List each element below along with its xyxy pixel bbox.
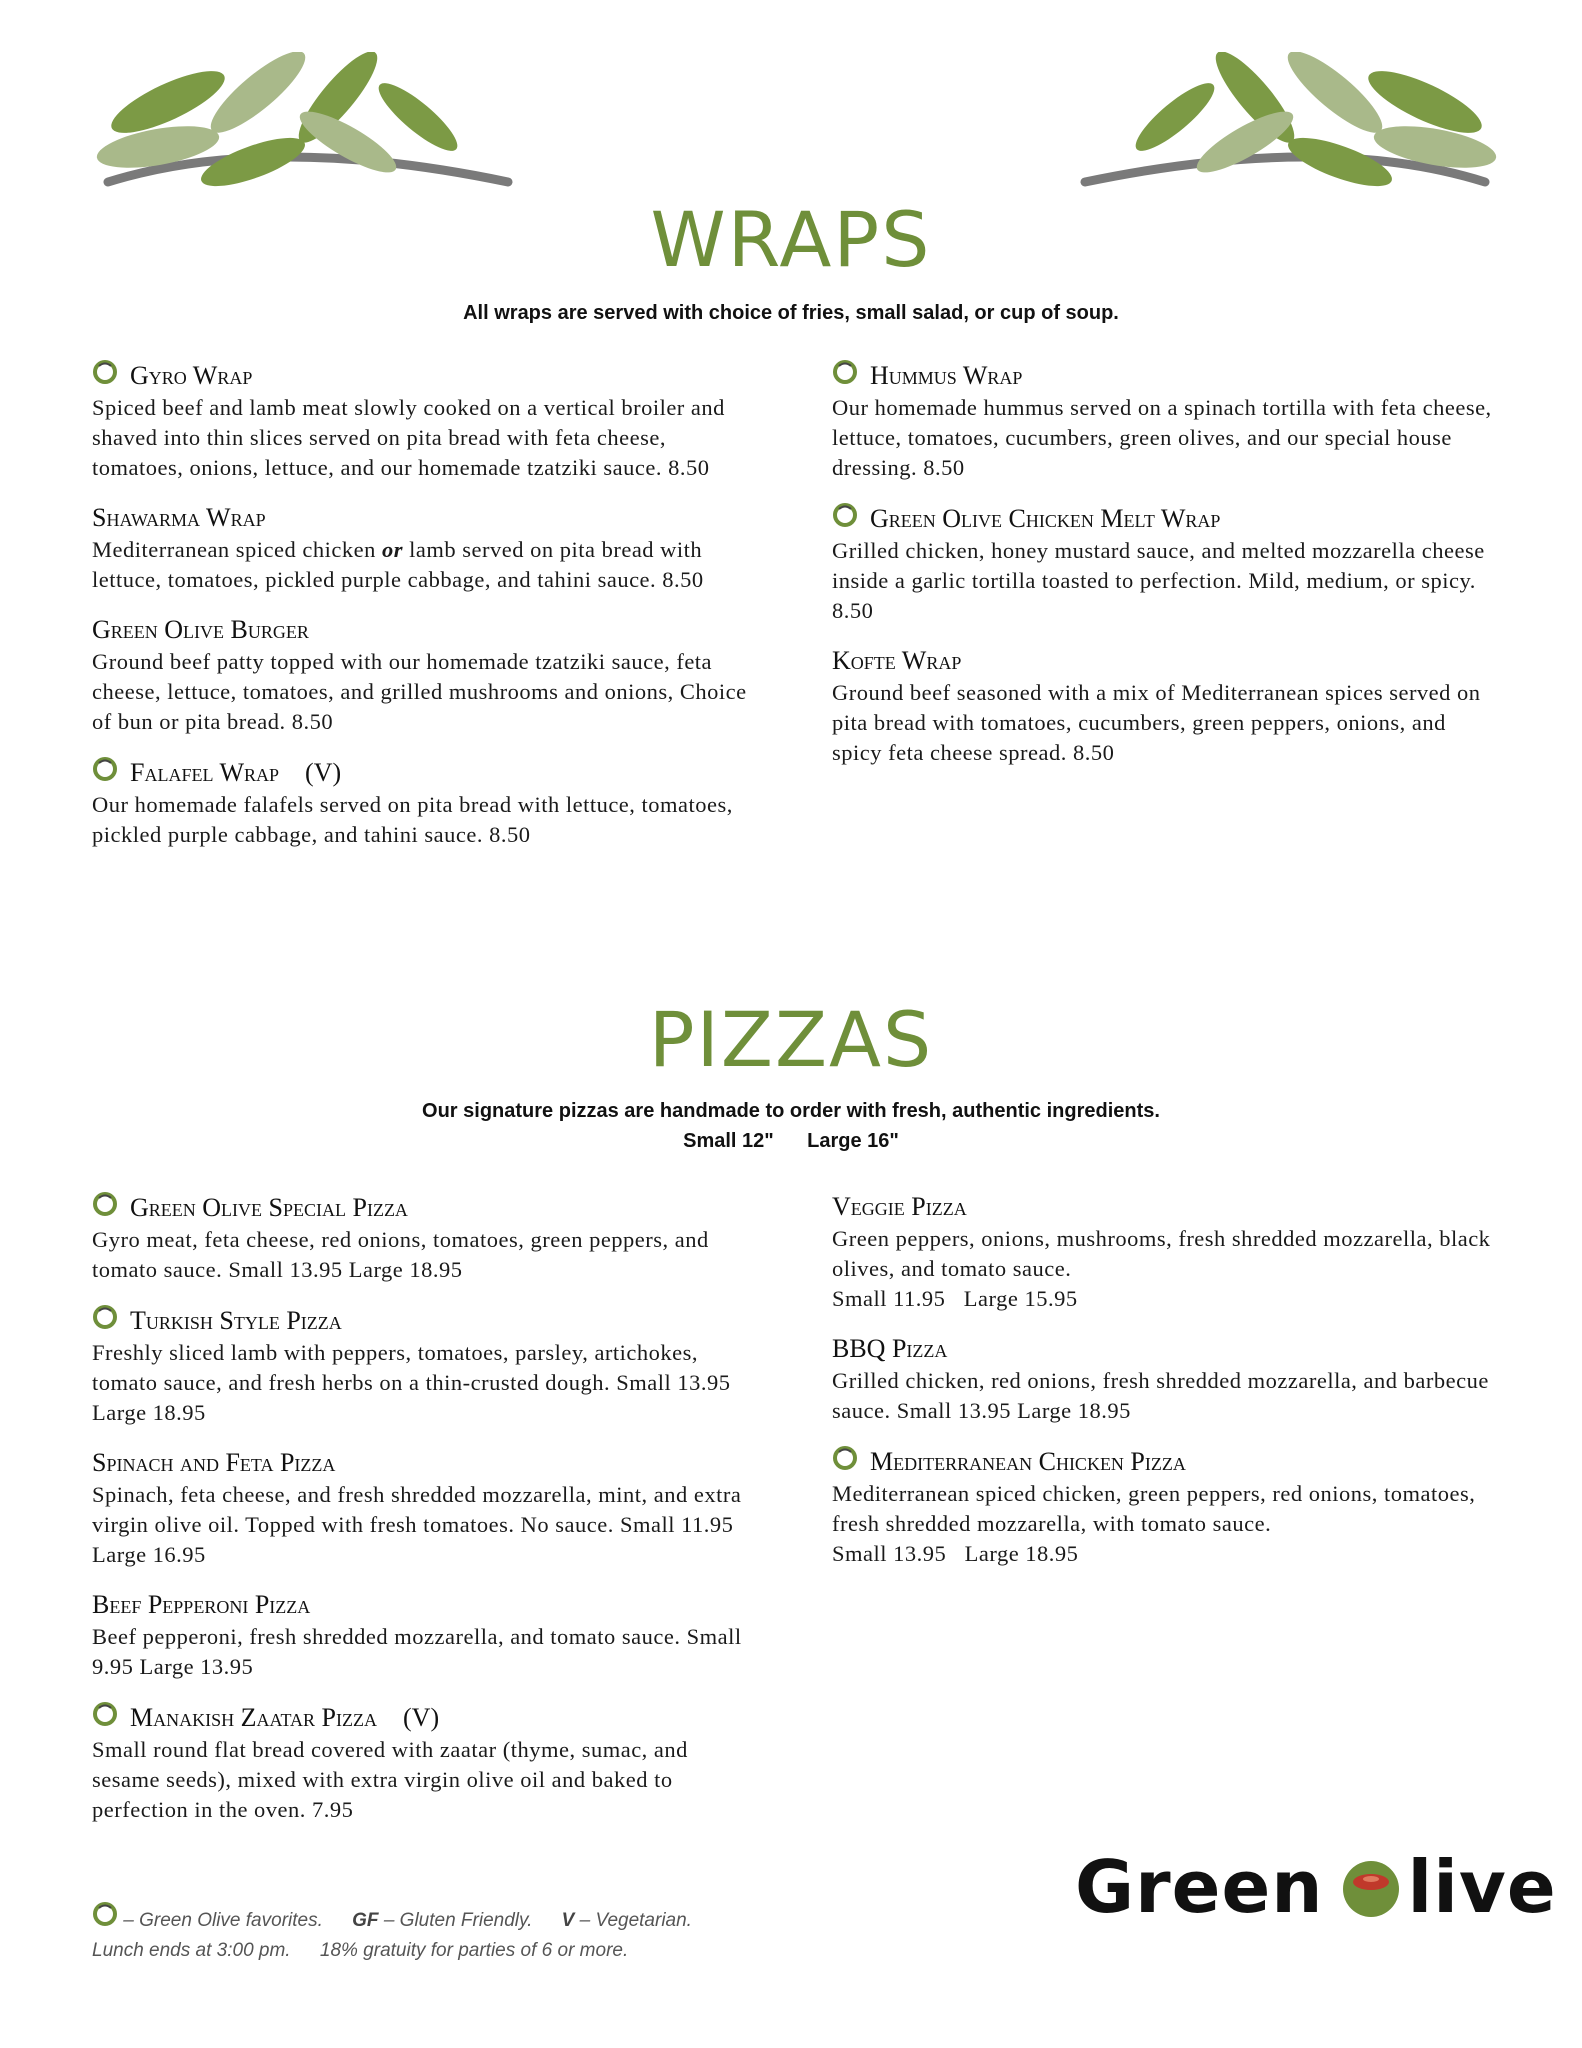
- pizza-sizes: Small 12" Large 16": [683, 1130, 899, 1152]
- item-name: Gyro Wrap: [130, 360, 253, 390]
- green-olive-logo: [1075, 1845, 1557, 1929]
- olive-favorite-icon: [92, 1190, 118, 1225]
- item-description: Spiced beef and lamb meat slowly cooked on a vertical broiler and shaved into thin slices served on pita bread with feta cheese, tomatoes, onions, lettuce, and our homemade tzatziki sauce. 8.50: [92, 395, 725, 480]
- logo-text-live: live: [1407, 1845, 1557, 1929]
- legend-gf: – Gluten Friendly.: [383, 1910, 533, 1931]
- menu-item-bbq-pizza: [832, 1332, 1492, 1426]
- olive-logo-icon: [1336, 1852, 1406, 1922]
- logo-text-green: Green: [1075, 1845, 1324, 1929]
- menu-item-chicken-melt-wrap: [832, 501, 1492, 626]
- item-description: Small round flat bread covered with zaatar (thyme, sumac, and sesame seeds), mixed with extra virgin olive oil and baked to perfection in the oven. 7.95: [92, 1737, 688, 1822]
- olive-favorite-icon: [832, 358, 858, 393]
- item-name: Mediterranean Chicken Pizza: [870, 1446, 1186, 1476]
- item-description: Spinach, feta cheese, and fresh shredded mozzarella, mint, and extra virgin olive oil. Topped with fresh tomatoes. No sauce. Small 11.95 Large 16.95: [92, 1482, 742, 1567]
- item-name: Green Olive Special Pizza: [130, 1192, 408, 1222]
- olive-favorite-icon: [92, 1303, 118, 1338]
- item-description: Mediterranean spiced chicken, green peppers, red onions, tomatoes, fresh shredded mozzarella, with tomato sauce.: [832, 1481, 1476, 1536]
- lunch-hours-note: Lunch ends at 3:00 pm.: [92, 1940, 291, 1961]
- item-description: Gyro meat, feta cheese, red onions, tomatoes, green peppers, and tomato sauce. Small 13.95 Large 18.95: [92, 1227, 709, 1282]
- item-name: Green Olive Chicken Melt Wrap: [870, 503, 1221, 533]
- menu-item-beef-pepperoni-pizza: [92, 1588, 752, 1682]
- wraps-subtitle: All wraps are served with choice of fries, small salad, or cup of soup.: [463, 302, 1119, 324]
- item-name: Veggie Pizza: [832, 1192, 967, 1221]
- menu-item-green-olive-burger: [92, 613, 752, 737]
- menu-item-shawarma-wrap: [92, 501, 752, 595]
- legend-v: – Vegetarian.: [579, 1910, 692, 1931]
- item-name: Falafel Wrap: [130, 757, 280, 787]
- legend-gf-key: GF: [352, 1910, 379, 1931]
- item-description: Grilled chicken, red onions, fresh shredded mozzarella, and barbecue sauce. Small 13.95 Large 18.95: [832, 1368, 1489, 1423]
- item-price: Small 11.95 Large 15.95: [832, 1286, 1078, 1311]
- pizzas-left-column: [92, 1190, 752, 1843]
- item-description: Ground beef patty topped with our homemade tzatziki sauce, feta cheese, lettuce, tomatoes, and grilled mushrooms and onions, Choice of bun or pita bread. 8.50: [92, 649, 747, 734]
- olive-favorite-icon: [92, 1700, 118, 1735]
- menu-item-mediterranean-chicken-pizza: [832, 1444, 1492, 1569]
- item-name: Green Olive Burger: [92, 615, 309, 644]
- item-name: Shawarma Wrap: [92, 503, 266, 532]
- menu-item-manakish-zaatar-pizza: [92, 1700, 752, 1825]
- menu-legend: [92, 1900, 692, 1966]
- menu-item-hummus-wrap: [832, 358, 1492, 483]
- item-description: Our homemade falafels served on pita bread with lettuce, tomatoes, pickled purple cabbage, and tahini sauce. 8.50: [92, 792, 733, 847]
- menu-item-spinach-feta-pizza: [92, 1446, 752, 1570]
- olive-branch-left-icon: [88, 52, 528, 202]
- menu-item-green-olive-special-pizza: [92, 1190, 752, 1285]
- wraps-title: WRAPS: [650, 195, 932, 284]
- menu-item-turkish-style-pizza: [92, 1303, 752, 1428]
- item-name: Hummus Wrap: [870, 360, 1023, 390]
- item-description: Mediterranean spiced chicken or lamb served on pita bread with lettuce, tomatoes, pickled purple cabbage, and tahini sauce. 8.50: [92, 537, 704, 592]
- wraps-right-column: [832, 358, 1492, 786]
- menu-item-veggie-pizza: [832, 1190, 1492, 1314]
- item-name: Kofte Wrap: [832, 646, 962, 675]
- wraps-left-column: [92, 358, 752, 868]
- item-name: BBQ Pizza: [832, 1334, 948, 1363]
- olive-favorite-icon: [92, 1910, 118, 1931]
- item-description: Beef pepperoni, fresh shredded mozzarella, and tomato sauce. Small 9.95 Large 13.95: [92, 1624, 742, 1679]
- pizzas-right-column: [832, 1190, 1492, 1587]
- pizzas-subtitle: Our signature pizzas are handmade to order with fresh, authentic ingredients.: [422, 1100, 1160, 1122]
- item-description: Our homemade hummus served on a spinach tortilla with feta cheese, lettuce, tomatoes, cucumbers, green olives, and our special house dressing. 8.50: [832, 395, 1492, 480]
- item-description: Freshly sliced lamb with peppers, tomatoes, parsley, artichokes, tomato sauce, and fresh herbs on a thin-crusted dough. Small 13.95 Large 18.95: [92, 1340, 731, 1425]
- olive-favorite-icon: [92, 755, 118, 790]
- item-description: Green peppers, onions, mushrooms, fresh shredded mozzarella, black olives, and tomato sauce.: [832, 1226, 1491, 1281]
- item-name: Spinach and Feta Pizza: [92, 1448, 336, 1477]
- vegetarian-tag: (V): [305, 757, 342, 787]
- item-description: Ground beef seasoned with a mix of Mediterranean spices served on pita bread with tomatoes, cucumbers, green peppers, onions, and spicy feta cheese spread. 8.50: [832, 680, 1481, 765]
- legend-v-key: V: [561, 1910, 575, 1931]
- olive-favorite-icon: [92, 358, 118, 393]
- olive-favorite-icon: [832, 1444, 858, 1479]
- item-name: Turkish Style Pizza: [130, 1305, 342, 1335]
- menu-item-kofte-wrap: [832, 644, 1492, 768]
- olive-favorite-icon: [832, 501, 858, 536]
- item-name: Beef Pepperoni Pizza: [92, 1590, 311, 1619]
- item-name: Manakish Zaatar Pizza: [130, 1702, 378, 1732]
- item-price: Small 13.95 Large 18.95: [832, 1541, 1079, 1566]
- gratuity-note: 18% gratuity for parties of 6 or more.: [319, 1940, 629, 1961]
- legend-favorites: – Green Olive favorites.: [123, 1910, 323, 1931]
- vegetarian-tag: (V): [403, 1702, 440, 1732]
- pizzas-title: PIZZAS: [648, 995, 934, 1084]
- menu-item-gyro-wrap: [92, 358, 752, 483]
- menu-item-falafel-wrap: [92, 755, 752, 850]
- item-description: Grilled chicken, honey mustard sauce, and melted mozzarella cheese inside a garlic tortilla toasted to perfection. Mild, medium, or spicy. 8.50: [832, 538, 1485, 623]
- olive-branch-right-icon: [1065, 52, 1505, 202]
